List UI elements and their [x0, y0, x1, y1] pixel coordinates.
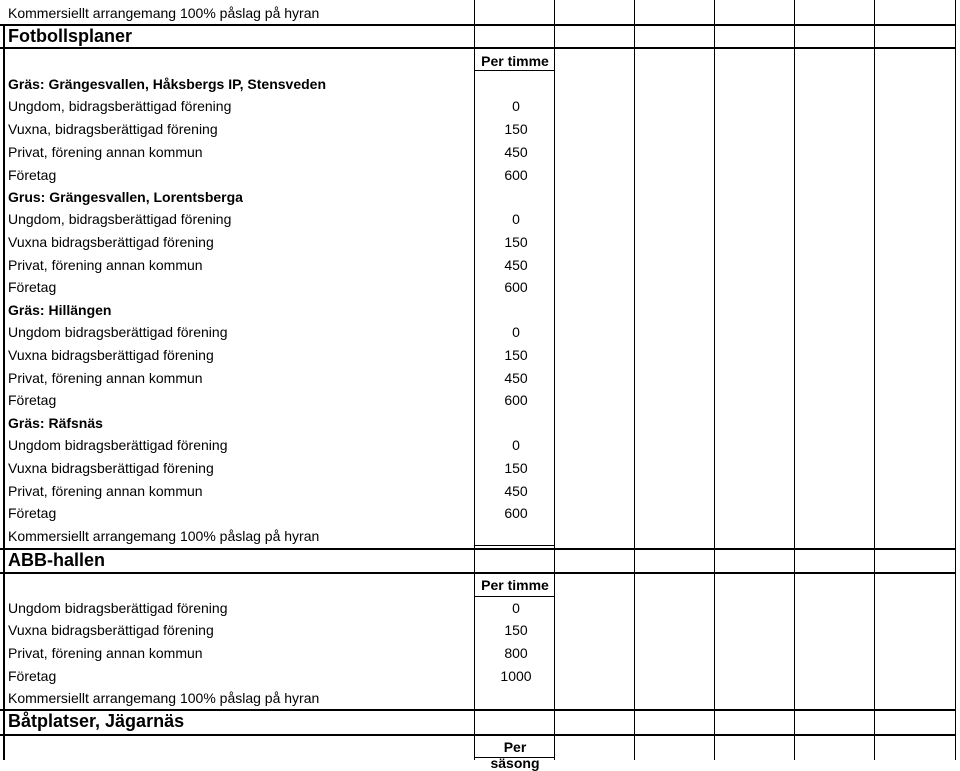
row-value: 0: [512, 324, 520, 340]
row-value: 600: [504, 167, 528, 183]
row-label: Vuxna bidragsberättigad förening: [8, 460, 214, 476]
row-value: 0: [512, 211, 520, 227]
row-label: Vuxna bidragsberättigad förening: [8, 622, 214, 638]
row-value: 450: [504, 483, 528, 499]
row-value: 600: [504, 279, 528, 295]
group-heading: Gräs: Grängesvallen, Håksbergs IP, Stensveden: [8, 76, 327, 92]
row-value: 0: [512, 437, 520, 453]
row-label: Privat, förening annan kommun: [8, 483, 203, 499]
group-heading: Gräs: Räfsnäs: [8, 415, 103, 431]
row-value: 1000: [500, 668, 532, 684]
group-heading: Grus: Grängesvallen, Lorentsberga: [8, 189, 243, 205]
row-value: 800: [504, 645, 528, 661]
row-label: Ungdom, bidragsberättigad förening: [8, 98, 232, 114]
row-label: Privat, förening annan kommun: [8, 645, 203, 661]
row-label: Ungdom, bidragsberättigad förening: [8, 211, 232, 227]
row-label: Privat, förening annan kommun: [8, 257, 203, 273]
section1-note: Kommersiellt arrangemang 100% påslag på hyran: [8, 528, 320, 544]
unit-per-timme-2: Per timme: [481, 577, 549, 593]
row-value: 150: [504, 121, 528, 137]
group-heading: Gräs: Hillängen: [8, 302, 112, 318]
row-label: Företag: [8, 167, 57, 183]
unit-per-sasong: Per säsong: [490, 739, 540, 771]
row-label: Vuxna bidragsberättigad förening: [8, 347, 214, 363]
row-label: Ungdom bidragsberättigad förening: [8, 437, 228, 453]
row-value: 0: [512, 98, 520, 114]
row-label: Företag: [8, 392, 57, 408]
row-label: Privat, förening annan kommun: [8, 144, 203, 160]
row-label: Företag: [8, 505, 57, 521]
section-title-fotbollsplaner: Fotbollsplaner: [8, 26, 133, 46]
row-value: 150: [504, 347, 528, 363]
section-title-batplatser: Båtplatser, Jägarnäs: [8, 711, 185, 731]
row-value: 600: [504, 392, 528, 408]
section-title-abb-hallen: ABB-hallen: [8, 550, 106, 570]
row-value: 0: [512, 600, 520, 616]
row-label: Ungdom bidragsberättigad förening: [8, 324, 228, 340]
row-value: 450: [504, 370, 528, 386]
row-value: 150: [504, 234, 528, 250]
row-value: 600: [504, 505, 528, 521]
row-label: Företag: [8, 279, 57, 295]
row-value: 450: [504, 144, 528, 160]
row-value: 150: [504, 460, 528, 476]
unit-per-timme-1: Per timme: [481, 53, 549, 69]
row-value: 150: [504, 622, 528, 638]
top-note: Kommersiellt arrangemang 100% påslag på hyran: [8, 5, 320, 21]
row-label: Vuxna, bidragsberättigad förening: [8, 121, 218, 137]
row-label: Ungdom bidragsberättigad förening: [8, 600, 228, 616]
row-label: Privat, förening annan kommun: [8, 370, 203, 386]
row-label: Företag: [8, 668, 57, 684]
row-value: 450: [504, 257, 528, 273]
section2-note: Kommersiellt arrangemang 100% påslag på hyran: [8, 690, 320, 706]
row-label: Vuxna bidragsberättigad förening: [8, 234, 214, 250]
